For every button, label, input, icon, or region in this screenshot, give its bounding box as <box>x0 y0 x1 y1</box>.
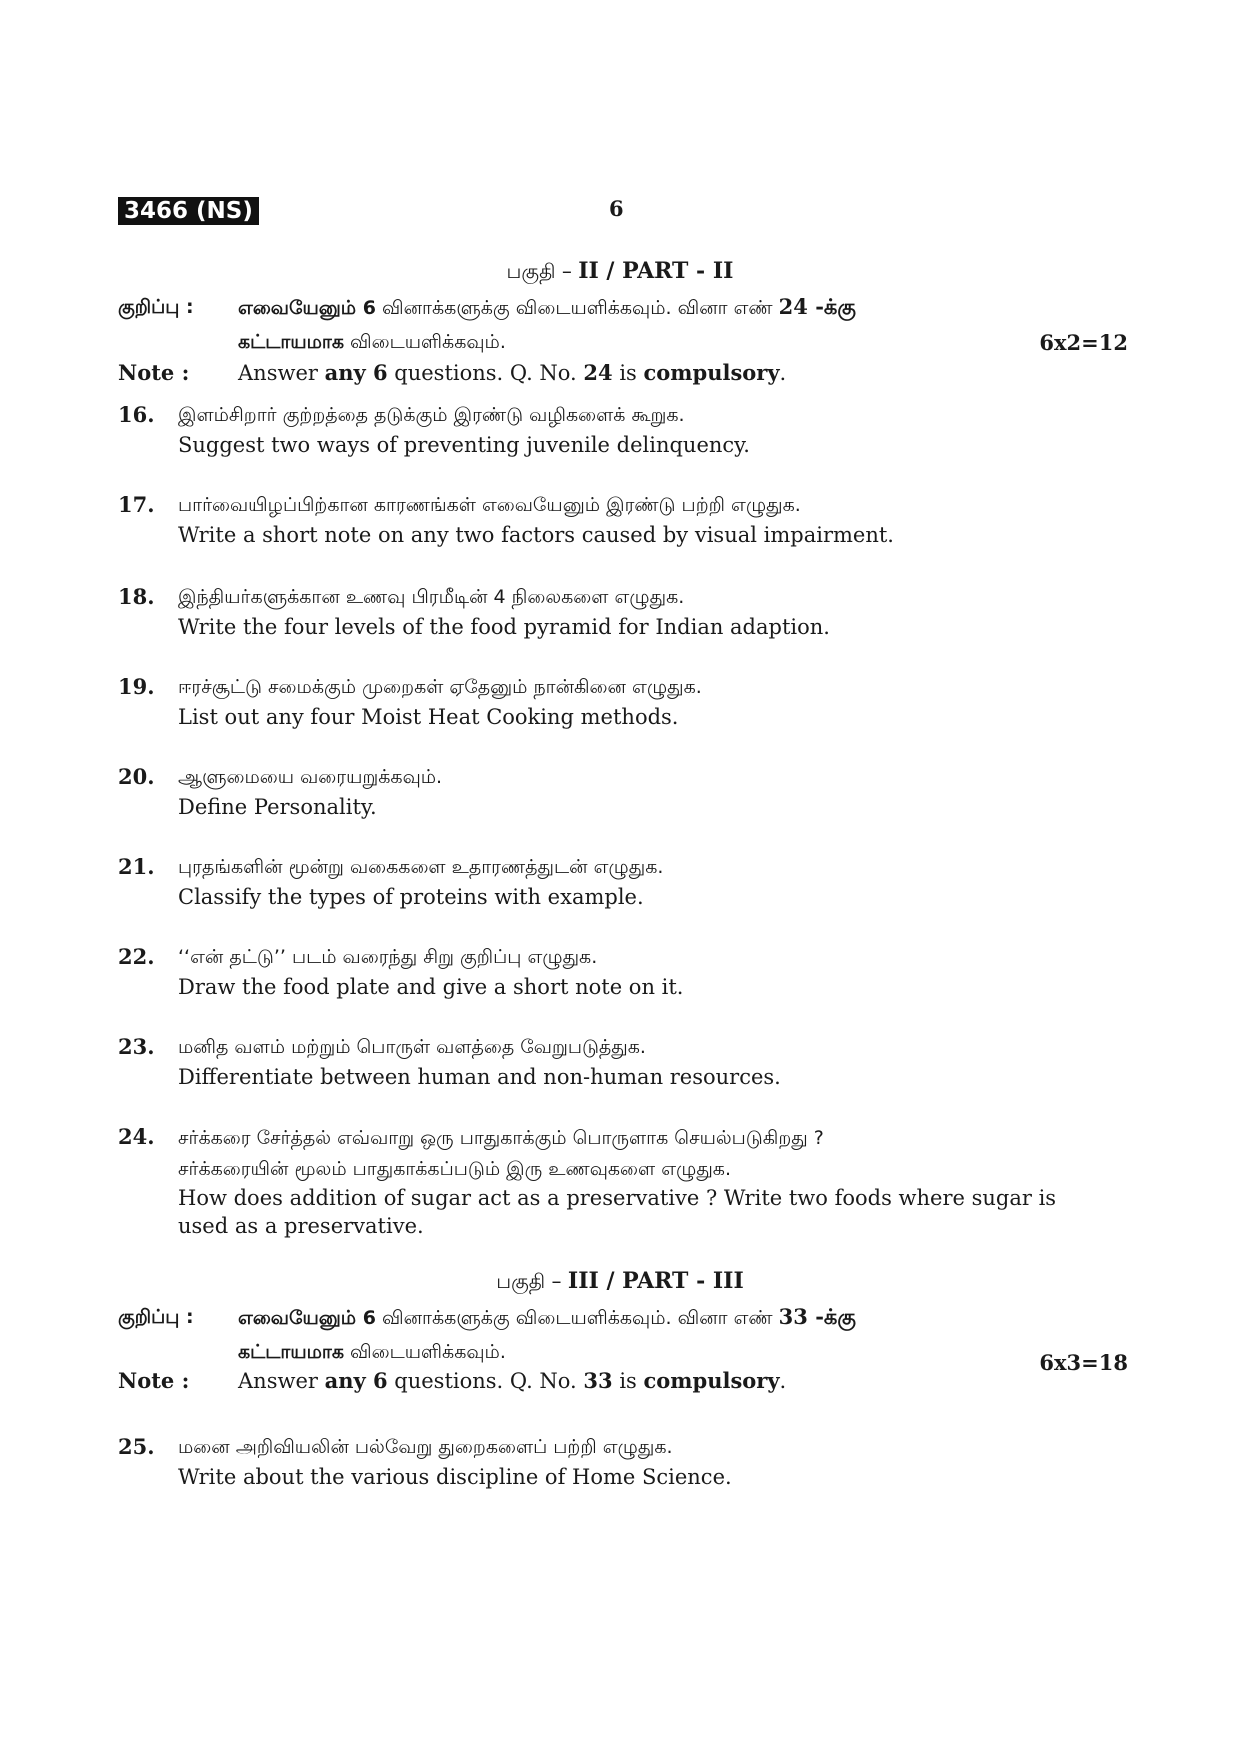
part2-marks: 6x2=12 <box>1039 330 1128 355</box>
part2-note-en-a: Answer <box>238 361 325 385</box>
part2-note-label-en: Note : <box>118 360 190 385</box>
question-text-ta: ‘‘என் தட்டு’’ படம் வரைந்து சிறு குறிப்பு எழுதுக. <box>178 946 598 968</box>
part3-note-ta-compulsory: கட்டாயமாக <box>238 1341 344 1363</box>
question-text-en: Classify the types of proteins with example. <box>178 885 644 909</box>
question-number: 21. <box>118 854 155 879</box>
question-text-en: List out any four Moist Heat Cooking methods. <box>178 705 679 729</box>
part3-note-en-qno: 33 <box>583 1368 613 1393</box>
part3-note-en-a: Answer <box>238 1369 325 1393</box>
question-text <box>178 1432 1078 1492</box>
part3-note-ta-line1 <box>238 1302 1098 1333</box>
question-number: 20. <box>118 764 155 789</box>
part3-note <box>118 1302 1128 1402</box>
question-text-en: Write a short note on any two factors caused by visual impairment. <box>178 523 894 547</box>
question-text-en: Define Personality. <box>178 795 377 819</box>
question-24 <box>118 1122 1128 1246</box>
question-17 <box>118 490 1128 552</box>
part3-note-label-ta: குறிப்பு : <box>118 1306 194 1328</box>
part3-note-ta-answer: விடையளிக்கவும். <box>343 1341 506 1363</box>
question-text <box>178 762 1078 822</box>
question-text <box>178 400 1078 460</box>
part2-note-en <box>238 358 1098 388</box>
question-text-en-line1: How does addition of sugar act as a preservative ? Write two foods where sugar is <box>178 1186 1057 1210</box>
page-number: 6 <box>609 196 624 221</box>
question-number: 17. <box>118 492 155 517</box>
question-number: 25. <box>118 1434 155 1459</box>
question-text-ta-line1: சர்க்கரை சேர்த்தல் எவ்வாறு ஒரு பாதுகாக்கும் பொருளாக செயல்படுகிறது ? <box>178 1127 824 1149</box>
part2-note-ta-line1 <box>238 292 1098 323</box>
question-23 <box>118 1032 1128 1094</box>
part3-heading-ta: பகுதி – <box>496 1269 568 1293</box>
part2-note <box>118 292 1128 392</box>
part2-note-ta-line2 <box>238 326 938 357</box>
question-19 <box>118 672 1128 734</box>
question-16 <box>118 400 1128 462</box>
question-text <box>178 582 1078 642</box>
question-text-ta: மனித வளம் மற்றும் பொருள் வளத்தை வேறுபடுத்துக. <box>178 1036 646 1058</box>
part3-note-ta-mid: வினாக்களுக்கு விடையளிக்கவும். வினா எண் <box>375 1307 779 1329</box>
question-number: 16. <box>118 402 155 427</box>
question-text <box>178 672 1078 732</box>
part2-note-ta-qno: 24 -க்கு <box>778 294 856 319</box>
question-number: 23. <box>118 1034 155 1059</box>
question-21 <box>118 852 1128 914</box>
question-20 <box>118 762 1128 824</box>
question-text-en: Write the four levels of the food pyramid for Indian adaption. <box>178 615 830 639</box>
part2-note-en-e: is <box>612 361 644 385</box>
part2-note-en-g: . <box>779 361 787 385</box>
question-text-en: Draw the food plate and give a short note on it. <box>178 975 684 999</box>
part3-heading-en: III / PART - III <box>567 1268 744 1294</box>
question-text-ta: இளம்சிறார் குற்றத்தை தடுக்கும் இரண்டு வழிகளைக் கூறுக. <box>178 404 685 426</box>
question-number: 18. <box>118 584 155 609</box>
part3-note-en <box>238 1366 1098 1396</box>
part3-note-en-e: is <box>612 1369 644 1393</box>
question-text-ta: ஈரச்சூட்டு சமைக்கும் முறைகள் ஏதேனும் நான்கினை எழுதுக. <box>178 676 702 698</box>
question-number: 24. <box>118 1124 155 1149</box>
part3-note-ta-any6: எவையேனும் 6 <box>238 1307 376 1329</box>
part3-note-en-g: . <box>779 1369 787 1393</box>
question-22 <box>118 942 1128 1004</box>
part2-note-en-any6: any 6 <box>324 360 388 385</box>
part2-heading <box>0 258 1240 286</box>
part3-note-en-any6: any 6 <box>324 1368 388 1393</box>
question-number: 22. <box>118 944 155 969</box>
question-text-en-line2: used as a preservative. <box>178 1214 424 1238</box>
question-text <box>178 1032 1078 1092</box>
part2-note-ta-compulsory: கட்டாயமாக <box>238 331 344 353</box>
paper-code-badge: 3466 (NS) <box>118 197 259 225</box>
question-text-ta: ஆளுமையை வரையறுக்கவும். <box>178 766 443 788</box>
question-text-en: Differentiate between human and non-human resources. <box>178 1065 781 1089</box>
part2-note-en-qno: 24 <box>583 360 613 385</box>
question-text <box>178 852 1078 912</box>
question-text-en: Write about the various discipline of Home Science. <box>178 1465 732 1489</box>
question-text-ta-line2: சர்க்கரையின் மூலம் பாதுகாக்கப்படும் இரு உணவுகளை எழுதுக. <box>178 1158 731 1180</box>
part3-note-ta-qno: 33 -க்கு <box>778 1304 856 1329</box>
question-text-ta: பார்வையிழப்பிற்கான காரணங்கள் எவையேனும் இரண்டு பற்றி எழுதுக. <box>178 494 801 516</box>
question-18 <box>118 582 1128 644</box>
part2-heading-ta: பகுதி – <box>506 259 579 283</box>
question-text-ta: இந்தியர்களுக்கான உணவு பிரமீடின் 4 நிலைகளை எழுதுக. <box>178 586 685 608</box>
part2-note-en-compulsory: compulsory <box>643 360 780 385</box>
question-text <box>178 1122 1118 1240</box>
question-text-en: Suggest two ways of preventing juvenile delinquency. <box>178 433 750 457</box>
part3-note-en-c: questions. Q. No. <box>387 1369 584 1393</box>
part2-note-ta-any6: எவையேனும் 6 <box>238 297 376 319</box>
part3-marks: 6x3=18 <box>1039 1350 1128 1375</box>
part3-note-ta-line2 <box>238 1336 938 1367</box>
question-number: 19. <box>118 674 155 699</box>
part2-note-ta-mid: வினாக்களுக்கு விடையளிக்கவும். வினா எண் <box>375 297 779 319</box>
part3-heading <box>0 1268 1240 1296</box>
part2-note-label-ta: குறிப்பு : <box>118 296 194 318</box>
part3-note-en-compulsory: compulsory <box>643 1368 780 1393</box>
question-text <box>178 942 1078 1002</box>
question-text-ta: புரதங்களின் மூன்று வகைகளை உதாரணத்துடன் எழுதுக. <box>178 856 664 878</box>
part2-note-ta-answer: விடையளிக்கவும். <box>343 331 506 353</box>
question-25 <box>118 1432 1128 1494</box>
question-text-ta: மனை அறிவியலின் பல்வேறு துறைகளைப் பற்றி எழுதுக. <box>178 1436 673 1458</box>
part2-heading-en: II / PART - II <box>578 258 734 284</box>
part3-note-label-en: Note : <box>118 1368 190 1393</box>
question-text <box>178 490 1078 550</box>
part2-note-en-c: questions. Q. No. <box>387 361 584 385</box>
